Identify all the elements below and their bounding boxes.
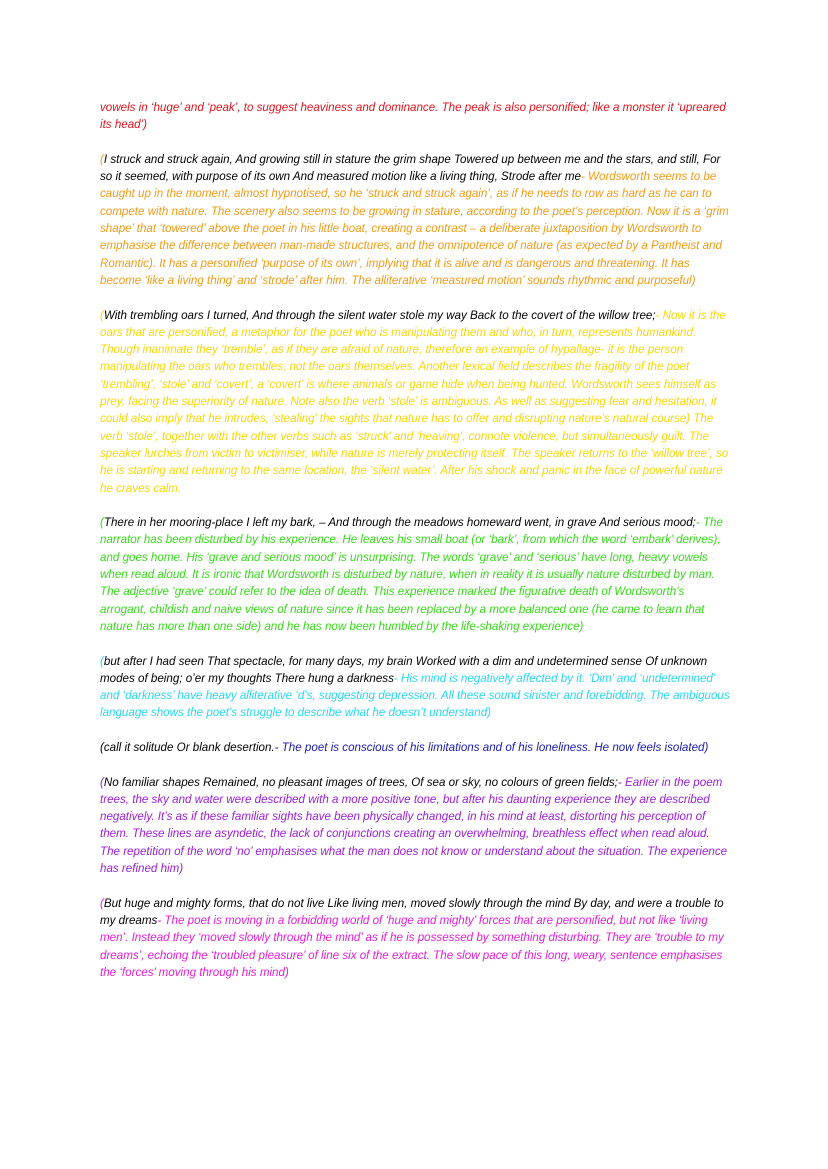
annotation-note: - The poet is moving in a forbidding world of ‘huge and mighty’ forces that are personified, but not like ‘living men’. Instead they ‘moved slowly through the mind’ as if he is possessed by something disturbing. They are ‘trouble to my dreams’, echoing the ‘troubled pleasure’ of line six of the extract. The slow pace of this long, weary, sentence emphasises the ‘forces’ moving through his mind) — [100, 913, 724, 979]
poem-quote: But huge and mighty forms, that do not live Like living men, moved slowly through the mind By day, and were a trouble to my dreams — [100, 896, 724, 927]
annotation-paragraph — [100, 895, 732, 981]
poem-quote: (call it solitude Or blank desertion. — [100, 740, 275, 754]
poem-quote: There in her mooring-place I left my bark, – And through the meadows homeward went, in grave And serious mood; — [103, 516, 696, 530]
annotation-paragraph — [100, 739, 732, 756]
open-bracket: ( — [100, 152, 104, 166]
open-bracket: ( — [100, 654, 104, 668]
poem-quote: No familiar shapes Remained, no pleasant images of trees, Of sea or sky, no colours of green fields; — [103, 775, 618, 789]
annotation-paragraph — [100, 774, 732, 878]
annotation-paragraph — [100, 151, 732, 289]
annotation-paragraph — [100, 99, 732, 134]
annotation-note: - His mind is negatively affected by it. ‘Dim’ and ‘undetermined’ and ‘darkness’ have heavy alliterative ‘d’s, suggesting depression. All these sound sinister and forebidding. The ambiguous language shows the poet’s struggle to describe what he doesn’t understand) — [100, 671, 730, 720]
open-bracket: ( — [100, 775, 104, 789]
poem-quote: I struck and struck again, And growing still in stature the grim shape Towered up between me and the stars, and still, For so it seemed, with purpose of its own And measured motion like a living thing, Strode after me — [100, 152, 721, 184]
open-bracket: ( — [100, 308, 104, 322]
annotation-note: - The narrator has been disturbed by his experience. He leaves his small boat (or ‘bark’, from which the word ‘embark’ derives), and goes home. His ‘grave and serious mood’ is unsurprising. The words ‘grave’ and ‘serious’ have long, heavy vowels when read aloud. It is ironic that Wordsworth is disturbed by nature, when in reality it is usually nature disturbed by man. The adjective ‘grave’ could refer to the idea of death. This experience marked the figurative death of Wordsworth’s arrogant, childish and naive views of nature since it has been replaced by a more balanced one (he came to learn that nature has more than one side) and he has now been humbled by the life-shaking experience) — [100, 516, 723, 633]
annotation-paragraph — [100, 307, 732, 497]
annotation-paragraph — [100, 653, 732, 722]
annotation-note: vowels in ‘huge’ and ‘peak’, to suggest heaviness and dominance. The peak is also personified; like a monster it ‘upreared its head’) — [100, 101, 726, 132]
poem-quote: but after I had seen That spectacle, for many days, my brain Worked with a dim and undetermined sense Of unknown modes of being; o’er my thoughts There hung a darkness — [100, 654, 708, 685]
open-bracket: ( — [100, 896, 104, 910]
document-page — [100, 99, 732, 998]
annotation-note: - Now it is the oars that are personified, a metaphor for the poet who is manipulating them and who, in turn, represents humankind. Though inanimate they ‘tremble’, as if they are afraid of nature, therefore an example of hypallage- it is the person manipulating the oars who trembles, not the oars themselves. Another lexical field describes the fragility of the poet ‘trembling’, ‘stole’ and ‘covert’, a ‘covert’ is where animals or game hide when being hunted. Wordsworth sees himself as prey, facing the superiority of nature. Note also the verb ‘stole’ is ambiguous. As well as suggesting fear and hesitation, it could also imply that he intrudes, ‘stealing’ the sights that nature has to offer and disrupting nature’s natural course) The verb ‘stole’, together with the other verbs such as ‘struck’ and ‘heaving’, connote violence, but simultaneously guilt. The speaker lurches from victim to victimiser, while nature is merely protecting itself. The speaker returns to the ‘willow tree’, so he is starting and returning to the same location, the ‘silent water’. After his shock and panic in the face of powerful nature he craves calm. — [100, 308, 729, 495]
open-bracket: ( — [100, 516, 104, 530]
annotation-note: - Earlier in the poem trees, the sky and water were described with a more positive tone, but after his daunting experience they are described negatively. It’s as if these familiar sights have been physically changed, in his mind at least, distorting his perception of them. These lines are asyndetic, the lack of conjunctions creating an overwhelming, breathless effect when read aloud. The repetition of the word ‘no’ emphasises what the man does not know or understand about the situation. The experience has refined him) — [100, 775, 728, 876]
annotation-note: - The poet is conscious of his limitations and of his loneliness. He now feels isolated) — [274, 740, 709, 754]
annotation-paragraph — [100, 514, 732, 635]
annotation-note: - Wordsworth seems to be caught up in the moment, almost hypnotised, so he ‘struck and struck again’, as if he needs to row as hard as he can to compete with nature. The scenery also seems to be growing in stature, according to the poet’s perception. Now it is a ‘grim shape’ that ‘towered’ above the poet in his little boat, creating a contrast – a deliberate juxtaposition by Wordsworth to emphasise the difference between man-made structures, and the omnipotence of nature (as expected by a Pantheist and Romantic). It has a personified ‘purpose of its own’, implying that it is alive and is dangerous and threatening. It has become ‘like a living thing’ and ‘strode’ after him. The alliterative ‘measured motion’ sounds rhythmic and purposeful) — [100, 170, 729, 287]
poem-quote: With trembling oars I turned, And through the silent water stole my way Back to the covert of the willow tree; — [103, 308, 656, 322]
